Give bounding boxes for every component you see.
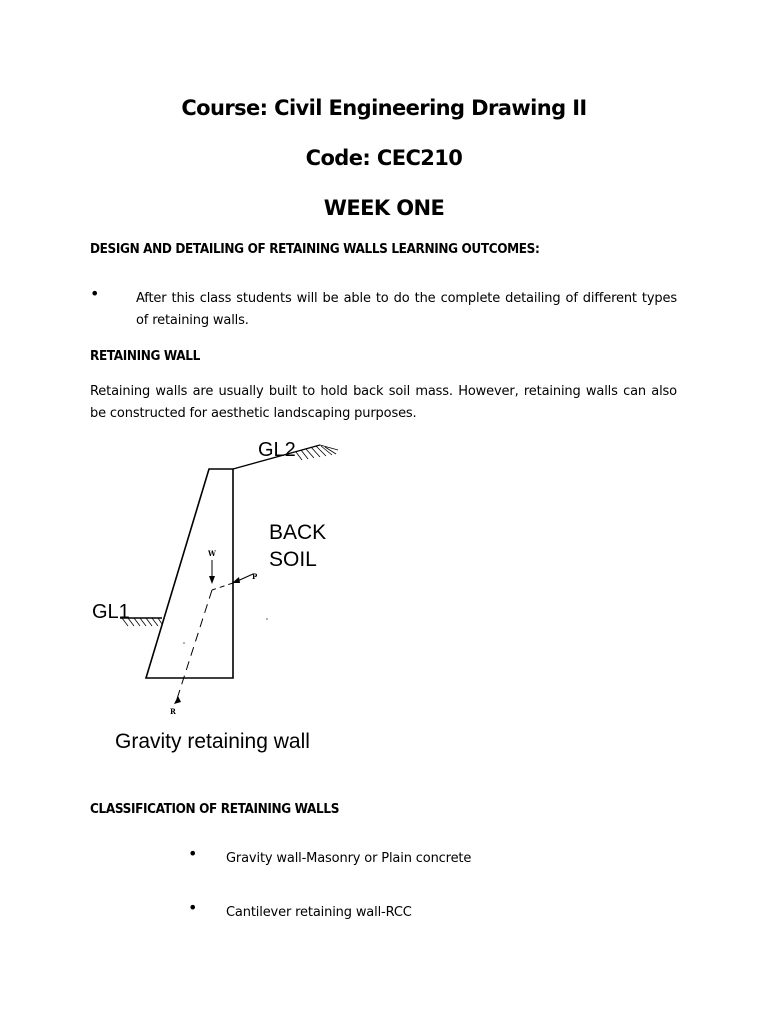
gl1-label: GL1 bbox=[92, 601, 130, 623]
week-heading: WEEK ONE bbox=[323, 196, 445, 220]
course-title: Course: Civil Engineering Drawing II bbox=[181, 96, 587, 120]
soil-label: SOIL bbox=[269, 548, 317, 571]
gravity-wall-figure bbox=[88, 430, 350, 720]
bullet-icon: • bbox=[188, 898, 198, 917]
learning-outcome-item: After this class students will be able to do the complete detailing of different types of retaining walls. bbox=[136, 291, 677, 328]
bullet-icon: • bbox=[188, 844, 198, 863]
p-label: P bbox=[252, 572, 258, 581]
classification-item-gravity: Gravity wall-Masonry or Plain concrete bbox=[226, 851, 472, 866]
gravity-wall-diagram bbox=[88, 430, 350, 720]
retaining-wall-paragraph: Retaining walls are usually built to hold back soil mass. However, retaining walls can also be constructed for aesthetic landscaping purposes. bbox=[90, 384, 677, 421]
course-code: Code: CEC210 bbox=[305, 146, 463, 170]
retaining-wall-heading: RETAINING WALL bbox=[90, 349, 200, 364]
w-label: W bbox=[208, 549, 216, 558]
back-label: BACK bbox=[269, 521, 327, 544]
figure-caption: Gravity retaining wall bbox=[115, 730, 310, 753]
r-label: R bbox=[170, 707, 176, 716]
bullet-icon: • bbox=[90, 284, 100, 303]
classification-heading: CLASSIFICATION OF RETAINING WALLS bbox=[90, 802, 340, 817]
learning-outcomes-heading: DESIGN AND DETAILING OF RETAINING WALLS LEARNING OUTCOMES: bbox=[90, 242, 540, 257]
gl2-label: GL2 bbox=[258, 439, 296, 461]
classification-item-cantilever: Cantilever retaining wall-RCC bbox=[226, 905, 412, 920]
